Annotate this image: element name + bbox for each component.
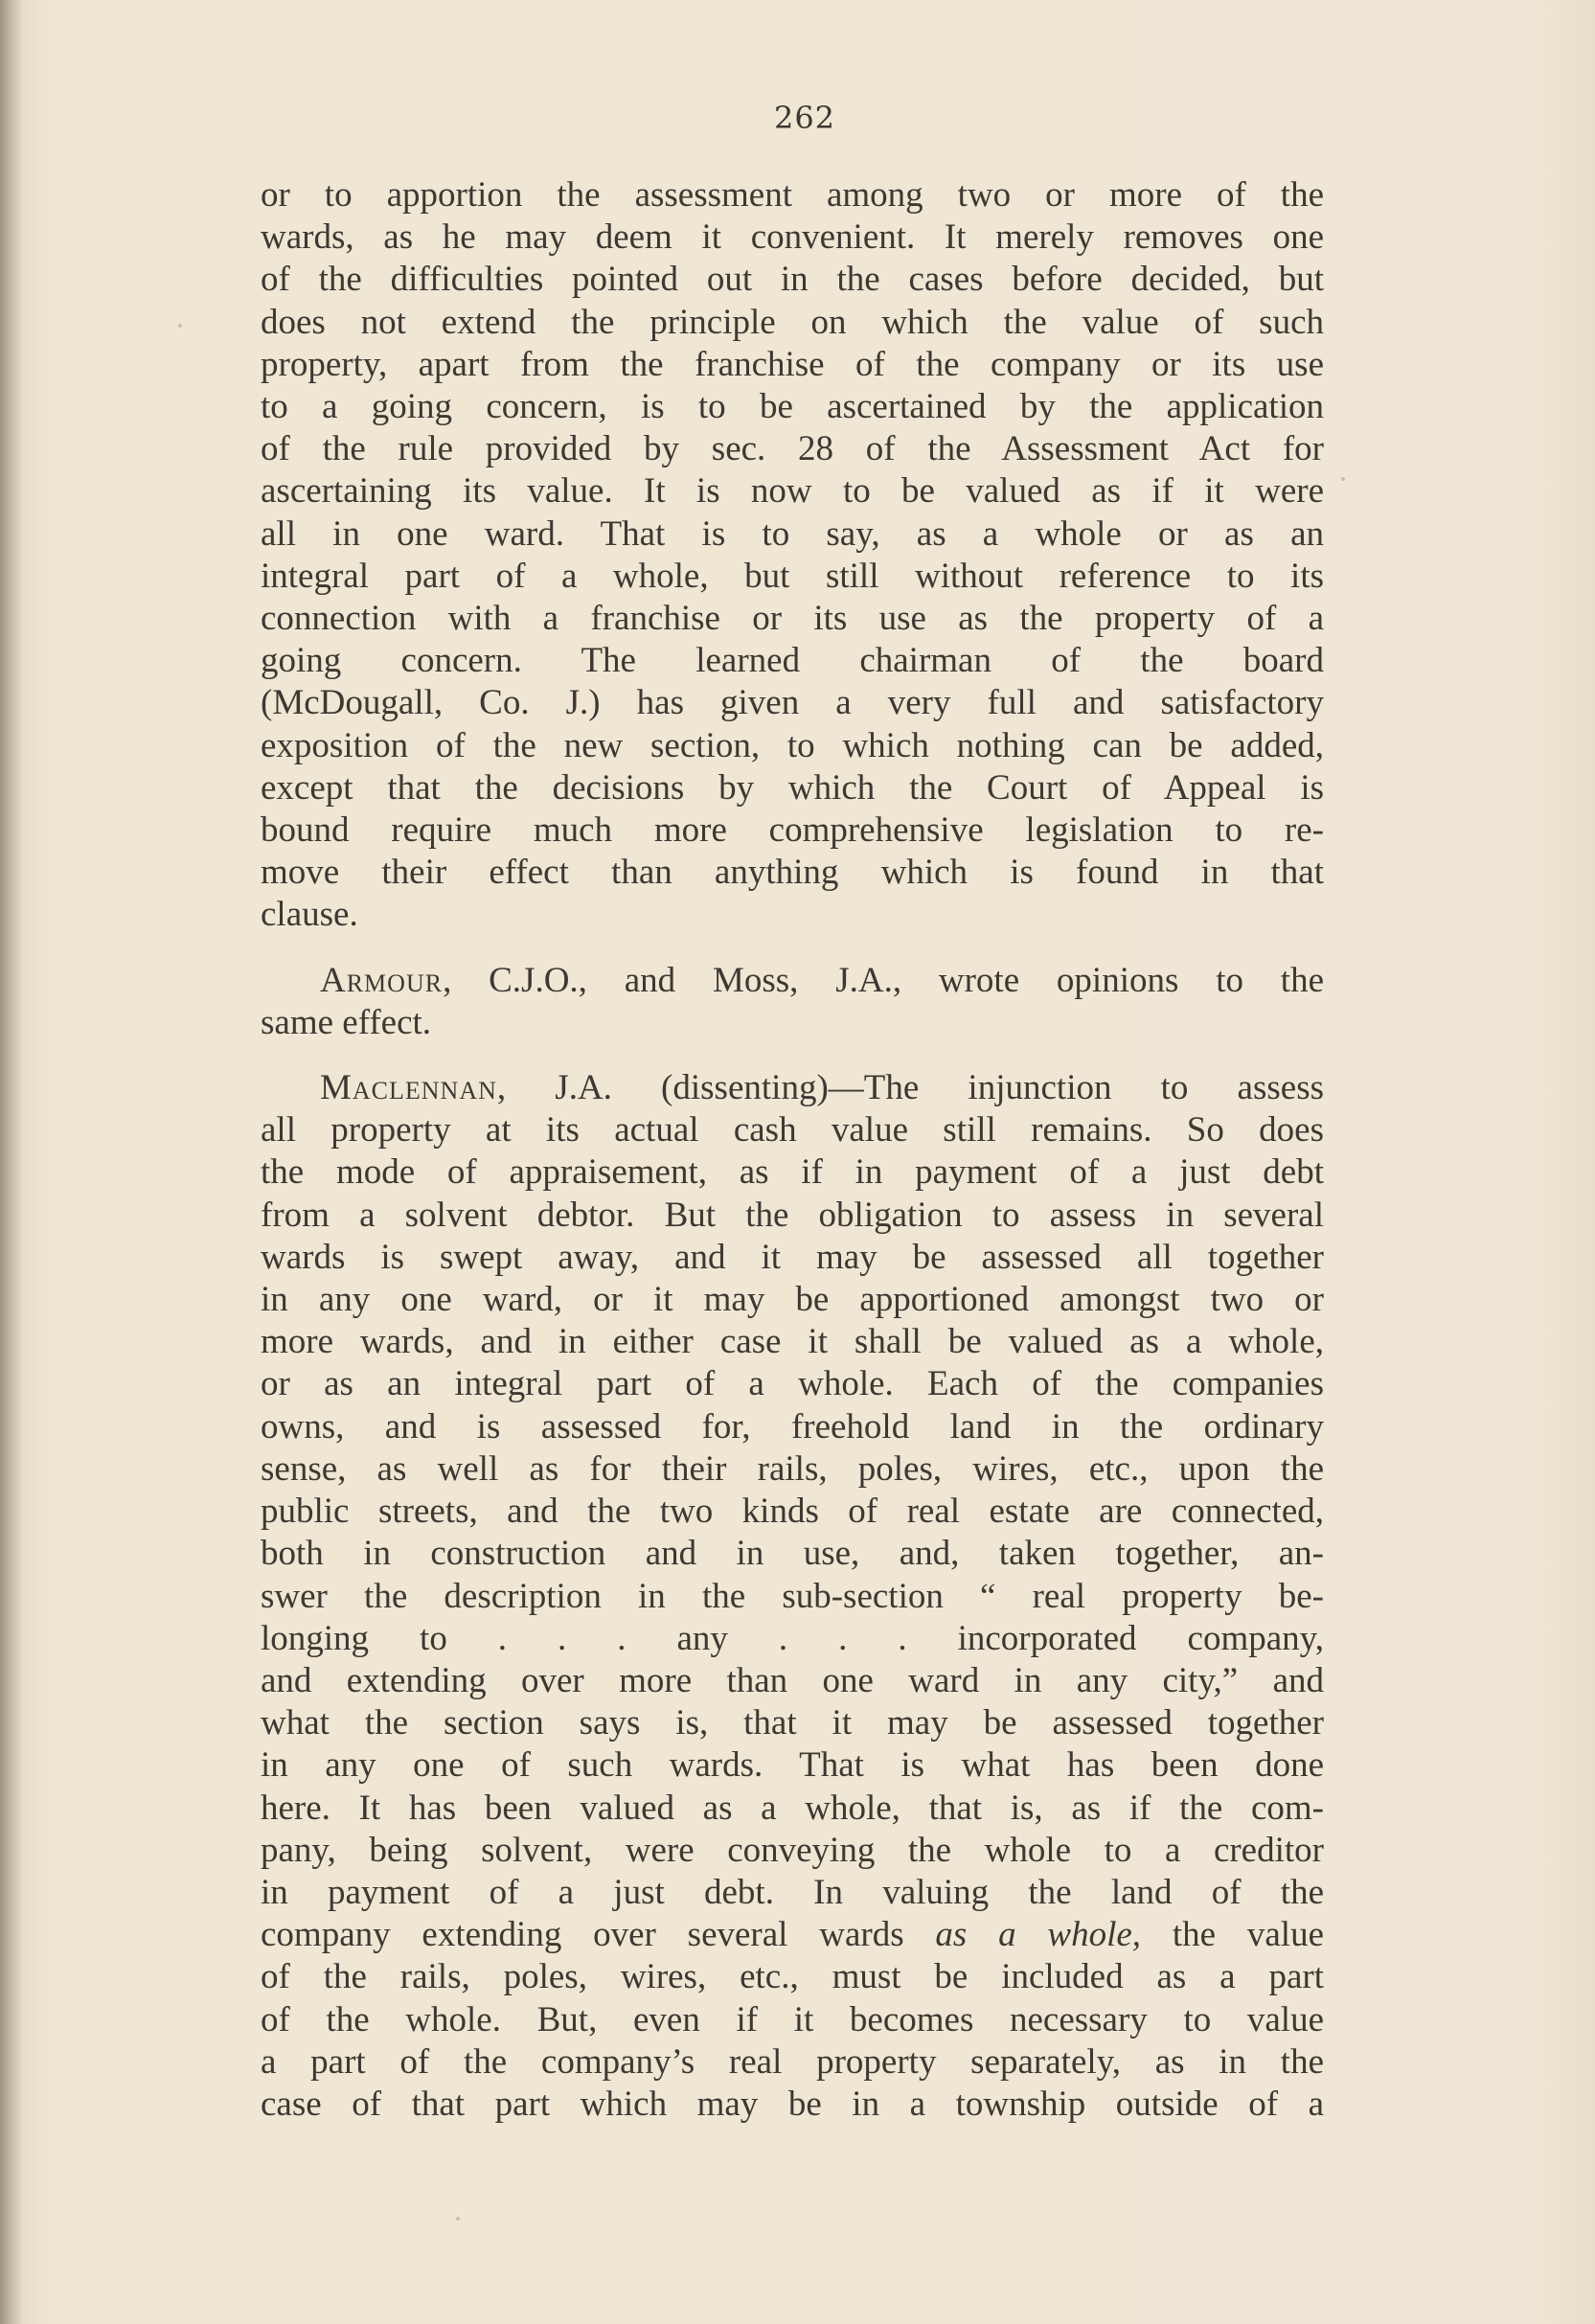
text-line: connection with a franchise or its use as the property of a [261, 599, 1324, 639]
text-line: wards is swept away, and it may be assessed all together [261, 1237, 1324, 1277]
text-line: the mode of appraisement, as if in payment of a just debt [261, 1152, 1324, 1193]
text-line: here. It has been valued as a whole, that is, as if the com- [261, 1788, 1324, 1828]
text-line: longing to . . . any . . . incorporated company, [261, 1618, 1324, 1658]
text-line [261, 1067, 1324, 1109]
text-line: what the section says is, that it may be assessed together [261, 1703, 1324, 1743]
body-text [261, 174, 1324, 2126]
text-line: move their effect than anything which is found in that [261, 853, 1324, 893]
paper-speck [1341, 477, 1345, 481]
text-line: more wards, and in either case it shall be valued as a whole, [261, 1322, 1324, 1362]
paragraph-gap [261, 937, 1324, 960]
text-line: ascertaining its value. It is now to be valued as if it were [261, 471, 1324, 512]
text-line: sense, as well as for their rails, poles, wires, etc., upon the [261, 1448, 1324, 1489]
text-line: to a going concern, is to be ascertained by the application [261, 387, 1324, 427]
italic-phrase: as a whole, [935, 1915, 1142, 1955]
judge-name: Maclennan [320, 1068, 497, 1108]
text-line: bound require much more comprehensive legislation to re- [261, 810, 1324, 851]
text-line: property, apart from the franchise of the company or its use [261, 344, 1324, 384]
text-line: in payment of a just debt. In valuing the land of the [261, 1872, 1324, 1912]
text-line: of the difficulties pointed out in the cases before decided, but [261, 260, 1324, 300]
judge-name: Armour [320, 960, 444, 1000]
paragraph-armour [261, 960, 1324, 1044]
text-line: exposition of the new section, to which nothing can be added, [261, 725, 1324, 765]
text-fragment: , J.A. (dissenting)—The injunction to assess [496, 1068, 1324, 1108]
text-line: integral part of a whole, but still without reference to its [261, 556, 1324, 596]
text-line: public streets, and the two kinds of real estate are connected, [261, 1492, 1324, 1532]
text-line: and extending over more than one ward in any city,” and [261, 1660, 1324, 1700]
text-line [261, 1914, 1324, 1956]
paragraph-gap [261, 1044, 1324, 1067]
paper-speck [178, 324, 182, 328]
text-line: clause. [261, 895, 358, 935]
paragraph-continuation [261, 174, 1324, 937]
text-line: in any one of such wards. That is what has been done [261, 1745, 1324, 1786]
text-line: (McDougall, Co. J.) has given a very full and satisfactory [261, 683, 1324, 723]
text-line: going concern. The learned chairman of the board [261, 641, 1324, 681]
text-line: from a solvent debtor. But the obligation to assess in several [261, 1195, 1324, 1235]
text-line: of the whole. But, even if it becomes necessary to value [261, 1999, 1324, 2039]
text-line: does not extend the principle on which the value of such [261, 302, 1324, 342]
text-line [261, 960, 1324, 1002]
text-fragment: the value [1141, 1915, 1324, 1955]
text-line: of the rails, poles, wires, etc., must be included as a part [261, 1957, 1324, 1997]
text-line: a part of the company’s real property separately, as in the [261, 2041, 1324, 2082]
text-line: pany, being solvent, were conveying the whole to a creditor [261, 1830, 1324, 1870]
text-line: or to apportion the assessment among two or more of the [261, 175, 1324, 215]
text-fragment: , C.J.O., and Moss, J.A., wrote opinions to the [443, 960, 1324, 1000]
text-line: case of that part which may be in a township outside of a [261, 2084, 1324, 2124]
text-line: except that the decisions by which the Court of Appeal is [261, 767, 1324, 808]
text-line: swer the description in the sub-section “ real property be- [261, 1576, 1324, 1616]
text-line: wards, as he may deem it convenient. It merely removes one [261, 217, 1324, 258]
text-line: both in construction and in use, and, taken together, an- [261, 1534, 1324, 1574]
text-line: all property at its actual cash value still remains. So does [261, 1110, 1324, 1151]
text-line: or as an integral part of a whole. Each of the companies [261, 1364, 1324, 1404]
text-line: of the rule provided by sec. 28 of the Assessment Act for [261, 429, 1324, 469]
text-line: owns, and is assessed for, freehold land in the ordinary [261, 1406, 1324, 1447]
text-line: all in one ward. That is to say, as a whole or as an [261, 513, 1324, 554]
text-line: same effect. [261, 1002, 432, 1042]
page-binding-edge [0, 0, 21, 2324]
paragraph-maclennan [261, 1067, 1324, 2126]
text-fragment: company extending over several wards [261, 1915, 936, 1955]
paper-speck [456, 2217, 460, 2221]
page-number: 262 [773, 100, 836, 136]
text-line: in any one ward, or it may be apportioned amongst two or [261, 1280, 1324, 1320]
